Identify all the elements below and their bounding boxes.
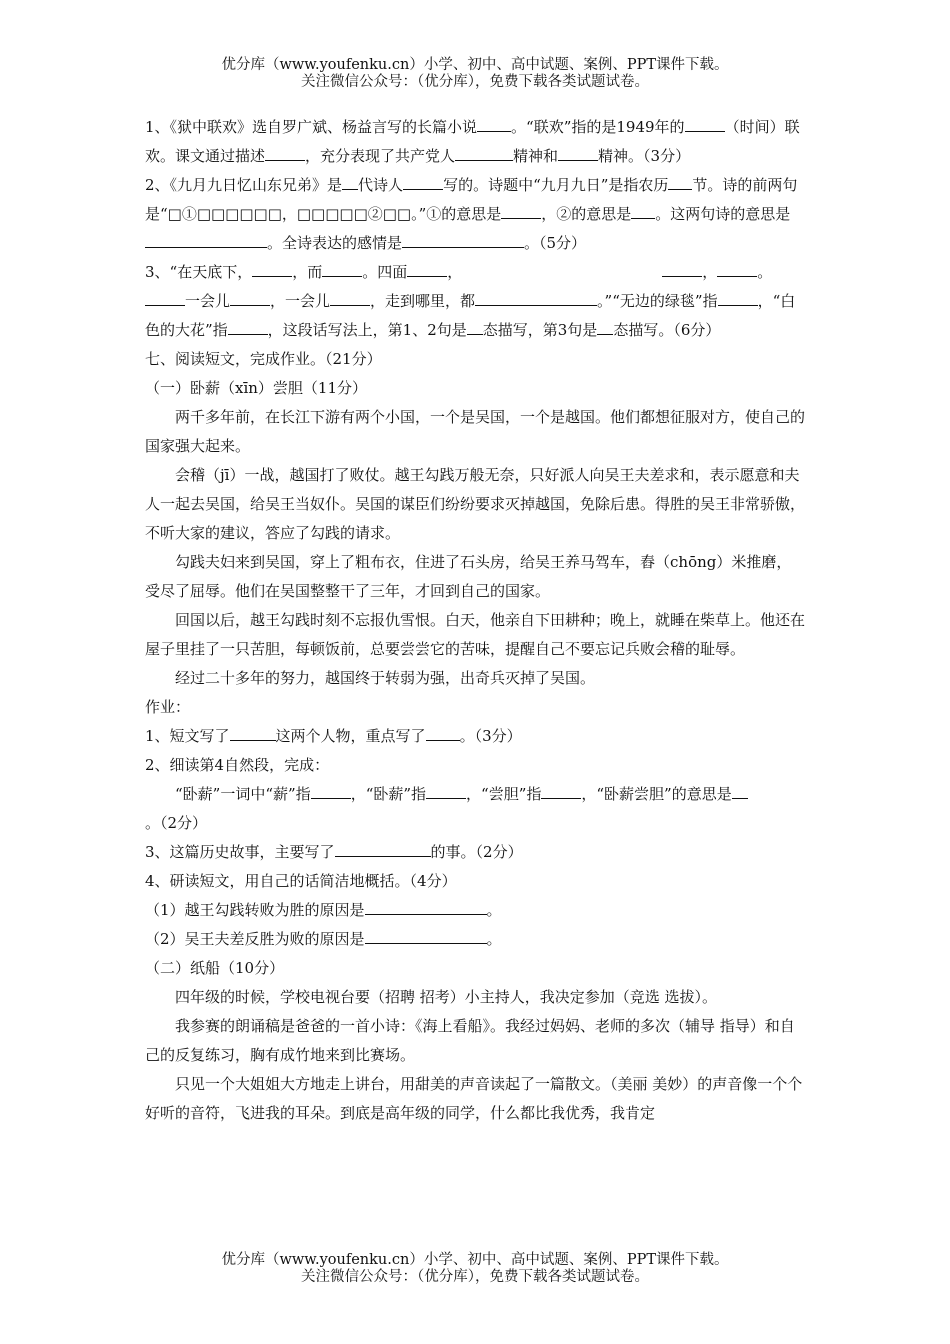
header-line-2: 关注微信公众号：（优分库），免费下载各类试题试卷。 (301, 74, 649, 90)
homework-2: “卧薪”一词中“薪”指 ，“卧薪”指 ，“尝胆”指 ，“卧薪尝胆”的意思是。（2分） (145, 780, 805, 838)
story-1-paragraph: 勾践夫妇来到吴国，穿上了粗布衣，住进了石头房，给吴王养马驾车，舂（chōng）米推磨，受尽了屈辱。他们在吴国整整干了三年，才回到自己的国家。 (145, 553, 792, 600)
homework-3: 3、这篇历史故事，主要写了 的事。（2分） (145, 838, 805, 867)
blank[interactable] (597, 318, 613, 335)
footer-line-1: 优分库（www.youfenku.cn）小学、初中、高中试题、案例、PPT课件下载。 (221, 1252, 729, 1268)
story-1-paragraph: 经过二十多年的努力，越国终于转弱为强，出奇兵灭掉了吴国。 (175, 669, 596, 687)
document-body (145, 113, 805, 1128)
question-1: 1、《狱中联欢》选自罗广斌、杨益言写的长篇小说 。“联欢”指的是1949年的 （时间）联欢。课文通过描述 ，充分表现了共产党人 精神和 精神。（3分） (145, 113, 805, 171)
blank[interactable] (426, 782, 466, 799)
blank[interactable] (631, 202, 655, 219)
blank[interactable] (541, 782, 581, 799)
blank[interactable] (732, 782, 748, 799)
homework-4-title: 4、研读短文，用自己的话简洁地概括。（4分） (145, 872, 457, 890)
homework-1: 1、短文写了 这两个人物，重点写了 。（3分） (145, 722, 805, 751)
blank[interactable] (265, 144, 305, 161)
blank[interactable] (342, 173, 358, 190)
blank[interactable] (477, 115, 511, 132)
blank[interactable] (558, 144, 598, 161)
blank[interactable] (252, 260, 292, 277)
header-line-1: 优分库（www.youfenku.cn）小学、初中、高中试题、案例、PPT课件下载。 (221, 57, 729, 73)
blank[interactable] (403, 173, 443, 190)
blank[interactable] (475, 289, 597, 306)
page-header (0, 57, 950, 91)
blank[interactable] (407, 260, 447, 277)
blank[interactable] (718, 289, 758, 306)
section-7-heading: 七、阅读短文，完成作业。（21分） (145, 350, 382, 368)
story-1-paragraph: 会稽（jī）一战，越国打了败仗。越王勾践万般无奈，只好派人向吴王夫差求和，表示愿意和夫人一起去吴国，给吴王当奴仆。吴国的谋臣们纷纷要求灭掉越国，免除后患。得胜的吴王非常骄傲，不听大家的建议，答应了勾践的请求。 (145, 466, 806, 542)
story-2-paragraph: 只见一个大姐姐大方地走上讲台，用甜美的声音读起了一篇散文。（美丽 美妙）的声音像一个个好听的音符，飞进我的耳朵。到底是高年级的同学，什么都比我优秀，我肯定 (145, 1075, 803, 1122)
homework-2-title: 2、细读第4自然段，完成： (145, 756, 330, 774)
blank[interactable] (365, 927, 487, 944)
question-2: 2、《九月九日忆山东兄弟》是 代诗人 写的。诗题中“九月九日”是指农历 节。诗的前两句是“□①□□□□□□，□□□□□②□□。”①的意思是 ，②的意思是 。这两句诗的意思是。全诗表达的感情是 。（5分） (145, 171, 805, 258)
question-3: 3、“在天底下， ，而 。四面 ， ， 。一会儿 ，一会儿 ，走到哪里，都 。”“无边的绿毯”指 ，“白色的大花”指 ，这段话写法上，第1、2句是 态描写，第3句是 态描写。（6分） (145, 258, 805, 345)
footer-line-2: 关注微信公众号：（优分库），免费下载各类试题试卷。 (301, 1269, 649, 1285)
blank[interactable] (426, 724, 460, 741)
blank[interactable] (145, 289, 185, 306)
blank[interactable] (402, 231, 524, 248)
blank[interactable] (230, 289, 270, 306)
blank[interactable] (685, 115, 725, 132)
blank[interactable] (501, 202, 541, 219)
blank[interactable] (455, 144, 513, 161)
blank[interactable] (228, 318, 268, 335)
homework-4-1: （1）越王勾践转败为胜的原因是 。 (145, 896, 805, 925)
story-2-paragraph: 四年级的时候，学校电视台要（招聘 招考）小主持人，我决定参加（竞选 选拔）。 (175, 988, 718, 1006)
story-1-paragraph: 回国以后，越王勾践时刻不忘报仇雪恨。白天，他亲自下田耕种；晚上，就睡在柴草上。他还在屋子里挂了一只苦胆，每顿饭前，总要尝尝它的苦味，提醒自己不要忘记兵败会稽的耻辱。 (145, 611, 806, 658)
blank[interactable] (668, 173, 692, 190)
blank[interactable] (335, 840, 431, 857)
homework-label: 作业： (145, 698, 191, 716)
blank[interactable] (717, 260, 757, 277)
page-footer (0, 1252, 950, 1286)
blank[interactable] (145, 231, 267, 248)
story-2-paragraph: 我参赛的朗诵稿是爸爸的一首小诗：《海上看船》。我经过妈妈、老师的多次（辅导 指导）和自己的反复练习，胸有成竹地来到比赛场。 (145, 1017, 795, 1064)
blank[interactable] (662, 260, 702, 277)
blank[interactable] (230, 724, 276, 741)
story-1-title: （一）卧薪（xīn）尝胆（11分） (145, 379, 368, 397)
blank[interactable] (330, 289, 370, 306)
blank[interactable] (311, 782, 351, 799)
story-1-paragraph: 两千多年前，在长江下游有两个小国，一个是吴国，一个是越国。他们都想征服对方，使自己的国家强大起来。 (145, 408, 806, 455)
blank[interactable] (467, 318, 483, 335)
blank[interactable] (322, 260, 362, 277)
story-2-title: （二）纸船（10分） (145, 959, 285, 977)
homework-4-2: （2）吴王夫差反胜为败的原因是 。 (145, 925, 805, 954)
blank[interactable] (365, 898, 487, 915)
